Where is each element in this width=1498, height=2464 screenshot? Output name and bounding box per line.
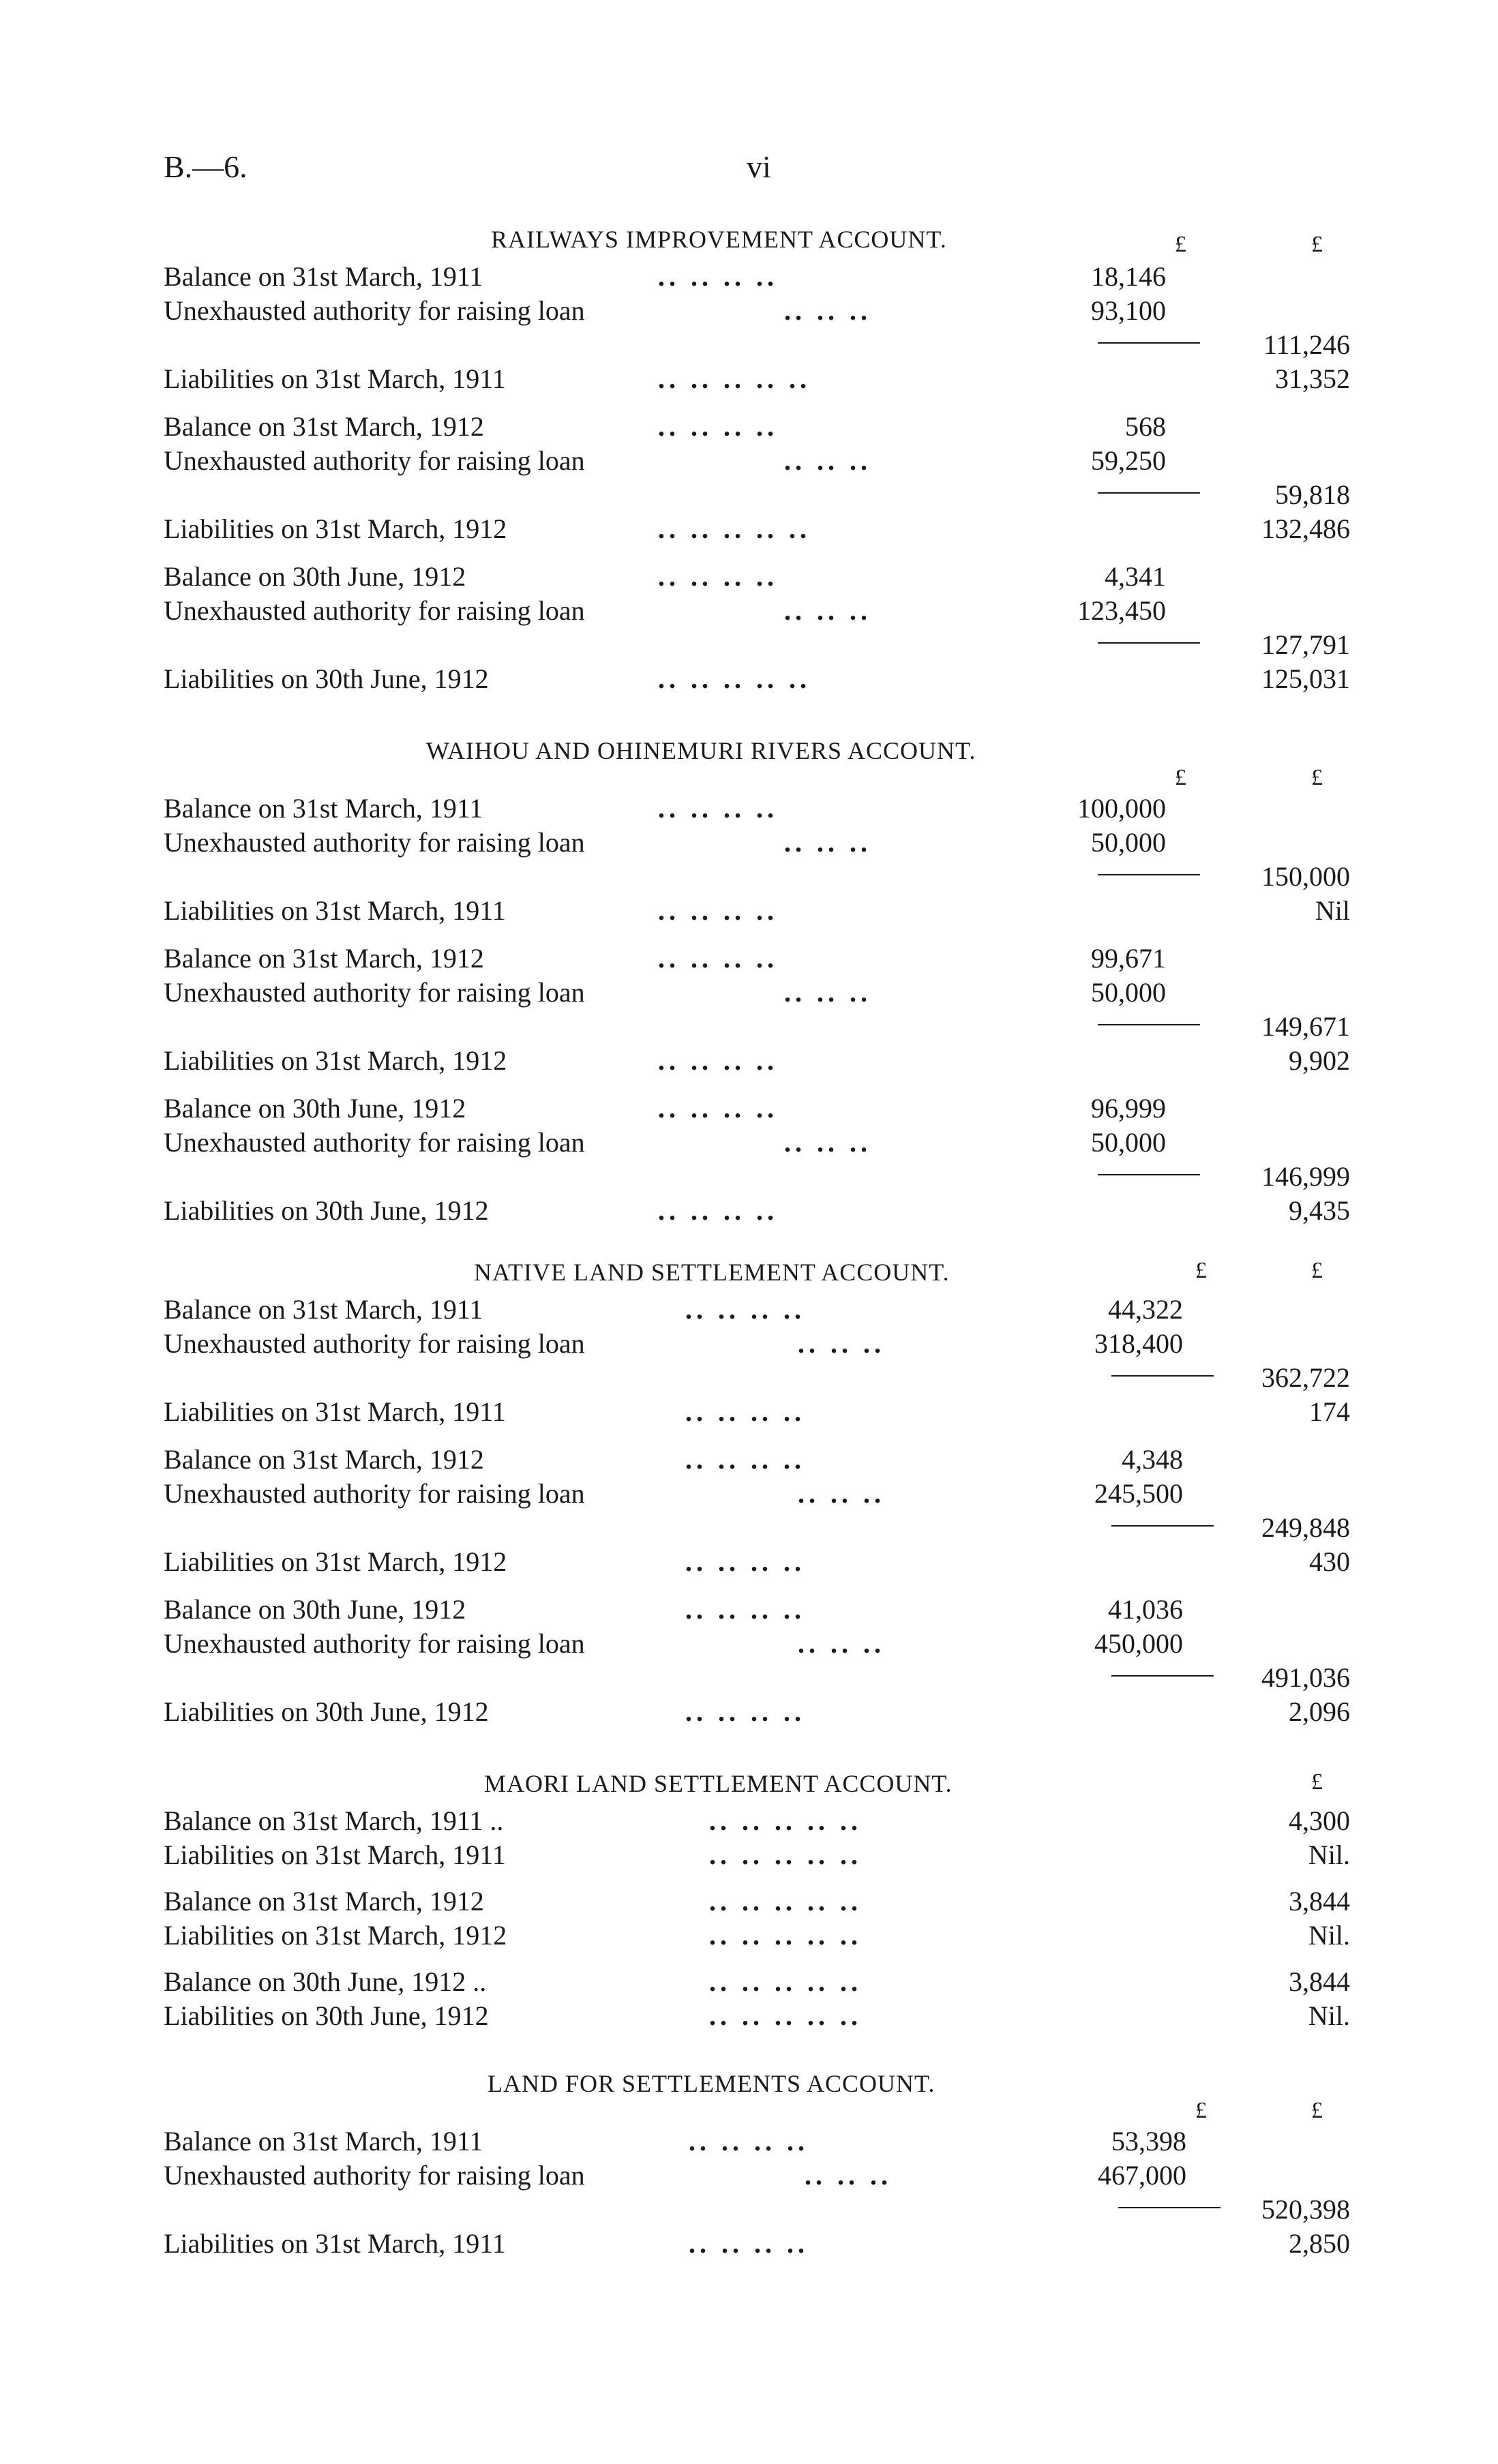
ledger-row [164, 1839, 1350, 1873]
total-row [164, 1662, 1350, 1696]
leader-dots: .. .. .. .. [658, 1195, 778, 1226]
amount: 467,000 [1098, 2160, 1186, 2191]
amount: 99,671 [1091, 943, 1166, 974]
total: 127,791 [1261, 629, 1350, 660]
amount: 568 [1125, 411, 1166, 442]
row-label: Liabilities on 31st March, 1911 [164, 1396, 506, 1427]
currency-header-1: £ [1195, 1258, 1207, 1283]
row-label: Balance on 30th June, 1912 [164, 1594, 466, 1625]
row-label: Liabilities on 31st March, 1912 [164, 1920, 507, 1951]
leader-dots: .. .. .. .. .. [658, 663, 811, 694]
leader-dots: .. .. .. [784, 827, 871, 858]
leader-dots: .. .. .. [798, 1478, 885, 1509]
ledger-row [164, 1327, 1350, 1362]
leader-dots: .. .. .. .. [658, 411, 778, 442]
amount: Nil. [1308, 1839, 1350, 1870]
row-label: Unexhausted authority for raising loan [164, 977, 585, 1008]
amount: 123,450 [1077, 595, 1166, 626]
row-label: Unexhausted authority for raising loan [164, 2160, 585, 2191]
currency-header-1: £ [1175, 765, 1186, 790]
ledger-row [164, 260, 1350, 295]
section-title: NATIVE LAND SETTLEMENT ACCOUNT. [474, 1259, 950, 1286]
total: 362,722 [1261, 1362, 1350, 1393]
amount: 100,000 [1077, 793, 1166, 824]
total-row [164, 1362, 1350, 1396]
row-label: Balance on 31st March, 1911 [164, 793, 483, 824]
liabilities-row [164, 363, 1350, 397]
leader-dots: .. .. .. .. [685, 1594, 805, 1625]
row-label: Unexhausted authority for raising loan [164, 1478, 585, 1509]
amount: 2,096 [1289, 1696, 1350, 1727]
ledger-row [164, 792, 1350, 826]
row-label: Liabilities on 31st March, 1912 [164, 1045, 507, 1076]
total-row [164, 2193, 1350, 2227]
leader-dots: .. .. .. .. [685, 1444, 805, 1475]
total-row [164, 1160, 1350, 1195]
leader-dots: .. .. .. [784, 295, 871, 326]
ledger-row [164, 1443, 1350, 1477]
ledger-row [164, 445, 1350, 479]
leader-dots: .. .. .. .. .. [709, 1805, 862, 1836]
native-land-settlement-section [164, 1258, 1350, 1749]
amount: 59,250 [1091, 445, 1166, 476]
amount: 96,999 [1091, 1093, 1166, 1124]
currency-header-2: £ [1311, 765, 1323, 790]
leader-dots: .. .. .. .. .. [658, 363, 811, 394]
row-label: Balance on 30th June, 1912 .. [164, 1966, 487, 1997]
total: 111,246 [1263, 329, 1350, 360]
row-label: Liabilities on 31st March, 1911 [164, 363, 506, 394]
land-for-settlements-section [164, 2069, 1350, 2274]
liabilities-row [164, 1696, 1350, 1730]
leader-dots: .. .. .. .. [685, 1294, 805, 1325]
ledger-row [164, 976, 1350, 1010]
amount: Nil. [1308, 1920, 1350, 1951]
leader-dots: .. .. .. .. [658, 1093, 778, 1124]
row-label: Liabilities on 30th June, 1912 [164, 1195, 489, 1226]
ledger-row [164, 1627, 1350, 1662]
currency-header-1: £ [1195, 2098, 1207, 2123]
amount: 9,902 [1289, 1045, 1350, 1076]
row-label: Balance on 31st March, 1911 [164, 1294, 483, 1325]
leader-dots: .. .. .. .. [658, 895, 778, 926]
document-reference: B.—6. [164, 149, 248, 184]
amount: 50,000 [1091, 1127, 1166, 1158]
total: 520,398 [1261, 2194, 1350, 2225]
ledger-row [164, 1293, 1350, 1327]
leader-dots: .. .. .. .. .. [709, 1839, 862, 1870]
leader-dots: .. .. .. .. .. [709, 1920, 862, 1951]
total: 146,999 [1261, 1161, 1350, 1192]
row-label: Liabilities on 31st March, 1911 [164, 2228, 506, 2259]
section-title: MAORI LAND SETTLEMENT ACCOUNT. [484, 1770, 953, 1797]
ledger-row [164, 1919, 1350, 1953]
liabilities-row [164, 2227, 1350, 2262]
total-row [164, 629, 1350, 663]
ledger-row [164, 2000, 1350, 2034]
amount: 4,348 [1122, 1444, 1183, 1475]
amount: 132,486 [1261, 513, 1350, 544]
leader-dots: .. .. .. .. [658, 943, 778, 974]
ledger-row [164, 826, 1350, 860]
amount: 125,031 [1261, 663, 1350, 694]
leader-dots: .. .. .. .. .. [658, 513, 811, 544]
leader-dots: .. .. .. .. [658, 793, 778, 824]
row-label: Liabilities on 30th June, 1912 [164, 1696, 489, 1727]
row-label: Balance on 31st March, 1911 [164, 261, 483, 292]
amount: 9,435 [1289, 1195, 1350, 1226]
ledger-row [164, 410, 1350, 445]
total-row [164, 329, 1350, 363]
ledger-row [164, 2159, 1350, 2193]
amount: 53,398 [1111, 2126, 1186, 2157]
section-title: LAND FOR SETTLEMENTS ACCOUNT. [488, 2070, 935, 2097]
total: 249,848 [1261, 1512, 1350, 1543]
ledger-row [164, 1885, 1350, 1919]
row-label: Balance on 30th June, 1912 [164, 1093, 466, 1124]
ledger-row [164, 560, 1350, 595]
section-title: WAIHOU AND OHINEMURI RIVERS ACCOUNT. [426, 737, 976, 764]
amount: 318,400 [1094, 1328, 1183, 1359]
amount: 50,000 [1091, 977, 1166, 1008]
amount: 4,341 [1105, 561, 1166, 592]
row-label: Unexhausted authority for raising loan [164, 1127, 585, 1158]
leader-dots: .. .. .. [784, 977, 871, 1008]
liabilities-row [164, 1195, 1350, 1229]
leader-dots: .. .. .. .. .. [709, 2000, 862, 2031]
leader-dots: .. .. .. .. .. [709, 1886, 862, 1917]
ledger-row [164, 1966, 1350, 2000]
row-label: Balance on 31st March, 1912 [164, 1886, 484, 1917]
amount: 44,322 [1108, 1294, 1183, 1325]
ledger-row [164, 295, 1350, 329]
leader-dots: .. .. .. .. [658, 561, 778, 592]
waihou-ohinemuri-section [164, 736, 1350, 1227]
ledger-row [164, 1477, 1350, 1512]
row-label: Liabilities on 31st March, 1911 [164, 895, 506, 926]
row-label: Liabilities on 30th June, 1912 [164, 2000, 489, 2031]
total-row [164, 479, 1350, 513]
leader-dots: .. .. .. .. [658, 261, 778, 292]
total-row [164, 1010, 1350, 1045]
total-row [164, 860, 1350, 895]
row-label: Unexhausted authority for raising loan [164, 827, 585, 858]
currency-header: £ [1311, 1769, 1323, 1794]
leader-dots: .. .. .. [784, 445, 871, 476]
amount: 18,146 [1091, 261, 1166, 292]
liabilities-row [164, 1396, 1350, 1430]
currency-header-2: £ [1311, 232, 1323, 257]
leader-dots: .. .. .. .. [685, 1696, 805, 1727]
liabilities-row [164, 1546, 1350, 1580]
row-label: Liabilities on 31st March, 1911 [164, 1839, 506, 1870]
currency-header-1: £ [1175, 232, 1186, 257]
amount: 174 [1309, 1396, 1350, 1427]
amount: 93,100 [1091, 295, 1166, 326]
amount: Nil. [1308, 2000, 1350, 2031]
row-label: Balance on 31st March, 1912 [164, 943, 484, 974]
liabilities-row [164, 663, 1350, 697]
row-label: Balance on 31st March, 1912 [164, 411, 484, 442]
leader-dots: .. .. .. .. [685, 1396, 805, 1427]
railways-improvement-section [164, 225, 1350, 702]
amount: 31,352 [1275, 363, 1350, 394]
total: 59,818 [1275, 479, 1350, 510]
leader-dots: .. .. .. [784, 595, 871, 626]
amount: 245,500 [1094, 1478, 1183, 1509]
row-label: Unexhausted authority for raising loan [164, 445, 585, 476]
amount: 3,844 [1289, 1886, 1350, 1917]
total-row [164, 1512, 1350, 1546]
row-label: Balance on 30th June, 1912 [164, 561, 466, 592]
ledger-row [164, 942, 1350, 976]
leader-dots: .. .. .. [798, 1628, 885, 1659]
section-title: RAILWAYS IMPROVEMENT ACCOUNT. [491, 226, 947, 253]
row-label: Liabilities on 31st March, 1912 [164, 513, 507, 544]
ledger-row [164, 1805, 1350, 1839]
leader-dots: .. .. .. [784, 1127, 871, 1158]
leader-dots: .. .. .. [798, 1328, 885, 1359]
row-label: Unexhausted authority for raising loan [164, 1328, 585, 1359]
row-label: Unexhausted authority for raising loan [164, 595, 585, 626]
amount: 3,844 [1289, 1966, 1350, 1997]
maori-land-settlement-section [164, 1769, 1350, 2035]
page-number: vi [747, 149, 771, 184]
leader-dots: .. .. .. .. [689, 2228, 809, 2259]
row-label: Unexhausted authority for raising loan [164, 1628, 585, 1659]
row-label: Balance on 31st March, 1911 [164, 2126, 483, 2157]
liabilities-row [164, 895, 1350, 929]
total: 491,036 [1261, 1662, 1350, 1693]
currency-header-2: £ [1311, 1258, 1323, 1283]
ledger-row [164, 2125, 1350, 2159]
amount: 41,036 [1108, 1594, 1183, 1625]
leader-dots: .. .. .. [805, 2160, 892, 2191]
row-label: Liabilities on 30th June, 1912 [164, 663, 489, 694]
leader-dots: .. .. .. .. [658, 1045, 778, 1076]
leader-dots: .. .. .. .. [685, 1546, 805, 1577]
amount: 430 [1309, 1546, 1350, 1577]
row-label: Balance on 31st March, 1912 [164, 1444, 484, 1475]
amount: Nil [1315, 895, 1350, 926]
ledger-row [164, 595, 1350, 629]
amount: 4,300 [1289, 1805, 1350, 1836]
ledger-row [164, 1126, 1350, 1160]
ledger-row [164, 1092, 1350, 1126]
row-label: Balance on 31st March, 1911 .. [164, 1805, 504, 1836]
liabilities-row [164, 1045, 1350, 1079]
leader-dots: .. .. .. .. .. [709, 1966, 862, 1997]
total: 150,000 [1261, 861, 1350, 892]
ledger-row [164, 1593, 1350, 1627]
total: 149,671 [1261, 1011, 1350, 1042]
row-label: Liabilities on 31st March, 1912 [164, 1546, 507, 1577]
leader-dots: .. .. .. .. [689, 2126, 809, 2157]
amount: 2,850 [1289, 2228, 1350, 2259]
row-label: Unexhausted authority for raising loan [164, 295, 585, 326]
currency-header-2: £ [1311, 2098, 1323, 2123]
amount: 450,000 [1094, 1628, 1183, 1659]
liabilities-row [164, 513, 1350, 547]
amount: 50,000 [1091, 827, 1166, 858]
